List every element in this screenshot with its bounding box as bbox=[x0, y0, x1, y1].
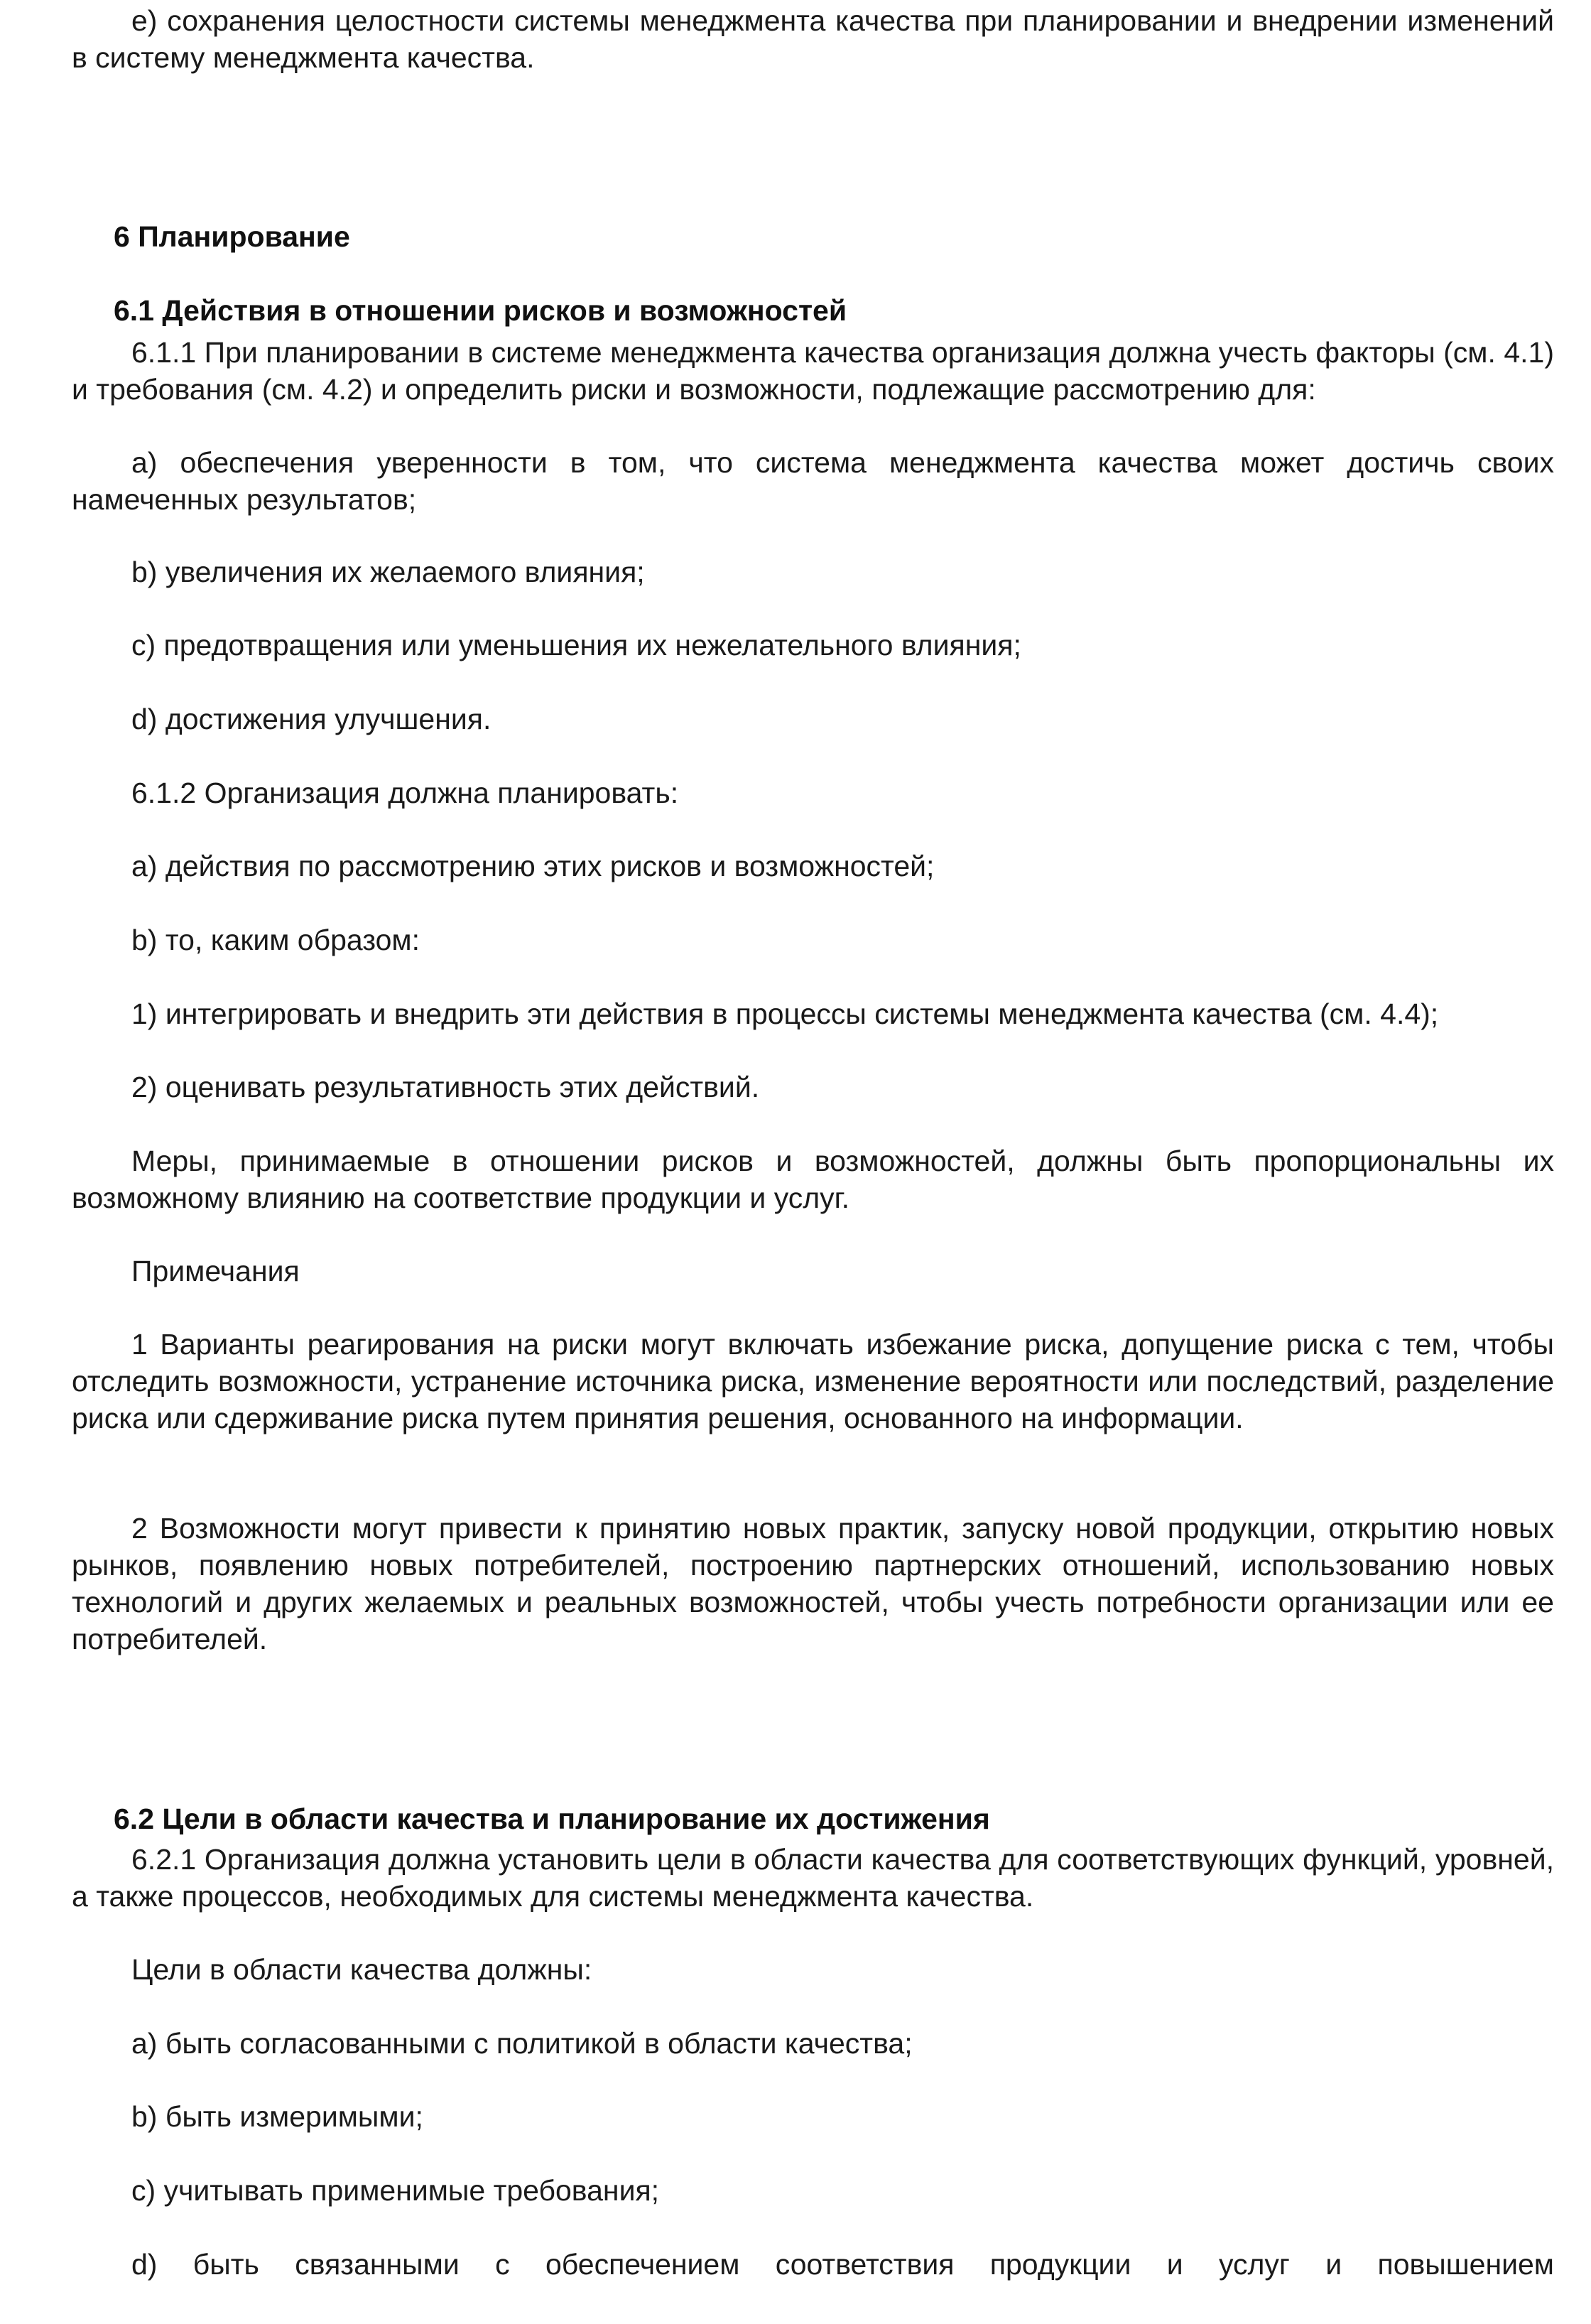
list-item-6-1-2-b: b) то, каким образом: bbox=[131, 924, 420, 956]
paragraph-6-1-2: 6.1.2 Организация должна планировать: bbox=[131, 777, 679, 809]
note-1: 1 Варианты реагирования на риски могут включать избежание риска, допущение риска с тем, чтобы отследить возможности, устранение источника риска, изменение вероятности или последствий, разделение риска или сдерживание риска путем принятия решения, основанного на информации. bbox=[72, 1328, 1554, 1434]
list-item-6-1-2-a: а) действия по рассмотрению этих рисков и возможностей; bbox=[131, 850, 935, 882]
list-item-6-1-2-b-2: 2) оценивать результативность этих действий. bbox=[131, 1071, 760, 1103]
paragraph-measures: Меры, принимаемые в отношении рисков и возможностей, должны быть пропорциональны их возможному влиянию на соответствие продукции и услуг. bbox=[72, 1145, 1554, 1214]
list-item-goals-b: b) быть измеримыми; bbox=[131, 2100, 423, 2133]
note-2: 2 Возможности могут привести к принятию новых практик, запуску новой продукции, открытию новых рынков, появлению новых потребителей, построению партнерских отношений, использованию новых технологий и других желаемых и реальных возможностей, чтобы учесть потребности организации или ее потребителей. bbox=[72, 1512, 1554, 1655]
list-item-goals-d: d) быть связанными с обеспечением соответствия продукции и услуг и повышением bbox=[131, 2248, 1554, 2281]
paragraph-6-1-1: 6.1.1 При планировании в системе менеджмента качества организация должна учесть факторы (см. 4.1) и требования (см. 4.2) и определить риски и возможности, подлежащие рассмотрению для: bbox=[72, 336, 1554, 406]
list-item-6-1-1-a: а) обеспечения уверенности в том, что система менеджмента качества может достичь своих намеченных результатов; bbox=[72, 446, 1554, 516]
list-item-goals-a: а) быть согласованными с политикой в области качества; bbox=[131, 2027, 913, 2060]
notes-title: Примечания bbox=[131, 1255, 300, 1287]
paragraph-e-conservation: е) сохранения целостности системы менеджмента качества при планировании и внедрении изменений в систему менеджмента качества. bbox=[72, 4, 1554, 74]
paragraph-6-2-1: 6.2.1 Организация должна установить цели в области качества для соответствующих функций, уровней, а также процессов, необходимых для системы менеджмента качества. bbox=[72, 1843, 1554, 1913]
section-6-1-heading: 6.1 Действия в отношении рисков и возможностей bbox=[114, 294, 847, 327]
list-item-6-1-1-b: b) увеличения их желаемого влияния; bbox=[131, 556, 645, 588]
list-item-6-1-1-c: с) предотвращения или уменьшения их нежелательного влияния; bbox=[131, 629, 1021, 661]
list-item-6-1-1-d: d) достижения улучшения. bbox=[131, 703, 492, 735]
section-6-heading: 6 Планирование bbox=[114, 220, 350, 253]
list-item-goals-c: с) учитывать применимые требования; bbox=[131, 2174, 660, 2207]
list-item-6-1-2-b-1: 1) интегрировать и внедрить эти действия в процессы системы менеджмента качества (см. 4.4); bbox=[131, 998, 1439, 1030]
section-6-2-heading: 6.2 Цели в области качества и планирование их достижения bbox=[114, 1803, 990, 1835]
paragraph-goals: Цели в области качества должны: bbox=[131, 1953, 592, 1986]
